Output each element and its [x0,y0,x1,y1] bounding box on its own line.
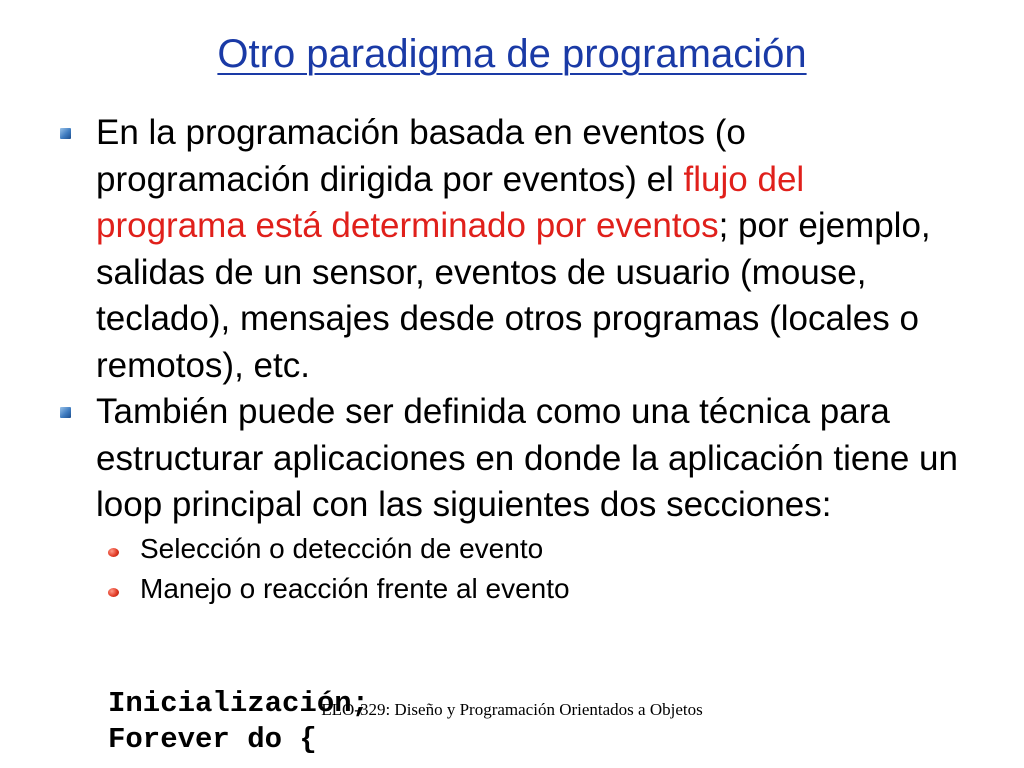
bullet-text: También puede ser definida como una técnica para estructurar aplicaciones en donde la aplicación tiene un loop principal con las siguientes dos secciones: [96,392,958,524]
sub-bullet-item [58,529,958,569]
sub-bullet-item [58,569,958,609]
code-line: Forever do { [108,723,317,756]
bullet-text: ; por ejemplo, salidas de un sensor, eventos de usuario (mouse, teclado), mensajes desde otros programas (locales o remotos), etc. [96,206,931,385]
slide-footer: ELO-329: Diseño y Programación Orientados a Objetos [321,700,703,719]
round-bullet-icon [108,548,119,557]
bullet-text: En la programación basada en eventos (o programación dirigida por eventos) el [96,113,746,199]
square-bullet-icon [60,128,71,139]
code-block [108,686,369,758]
sub-bullet-text: Manejo o reacción frente al evento [140,572,570,604]
bullet-item [58,110,958,389]
slide-title: Otro paradigma de programación [217,32,807,76]
bullet-item [58,389,958,529]
sub-bullet-text: Selección o detección de evento [140,532,544,564]
square-bullet-icon [60,407,71,418]
bullet-list [58,110,958,609]
round-bullet-icon [108,588,119,597]
code-line: Inicialización; [108,687,370,720]
bullet-highlight: flujo del programa está determinado por eventos [96,159,805,245]
